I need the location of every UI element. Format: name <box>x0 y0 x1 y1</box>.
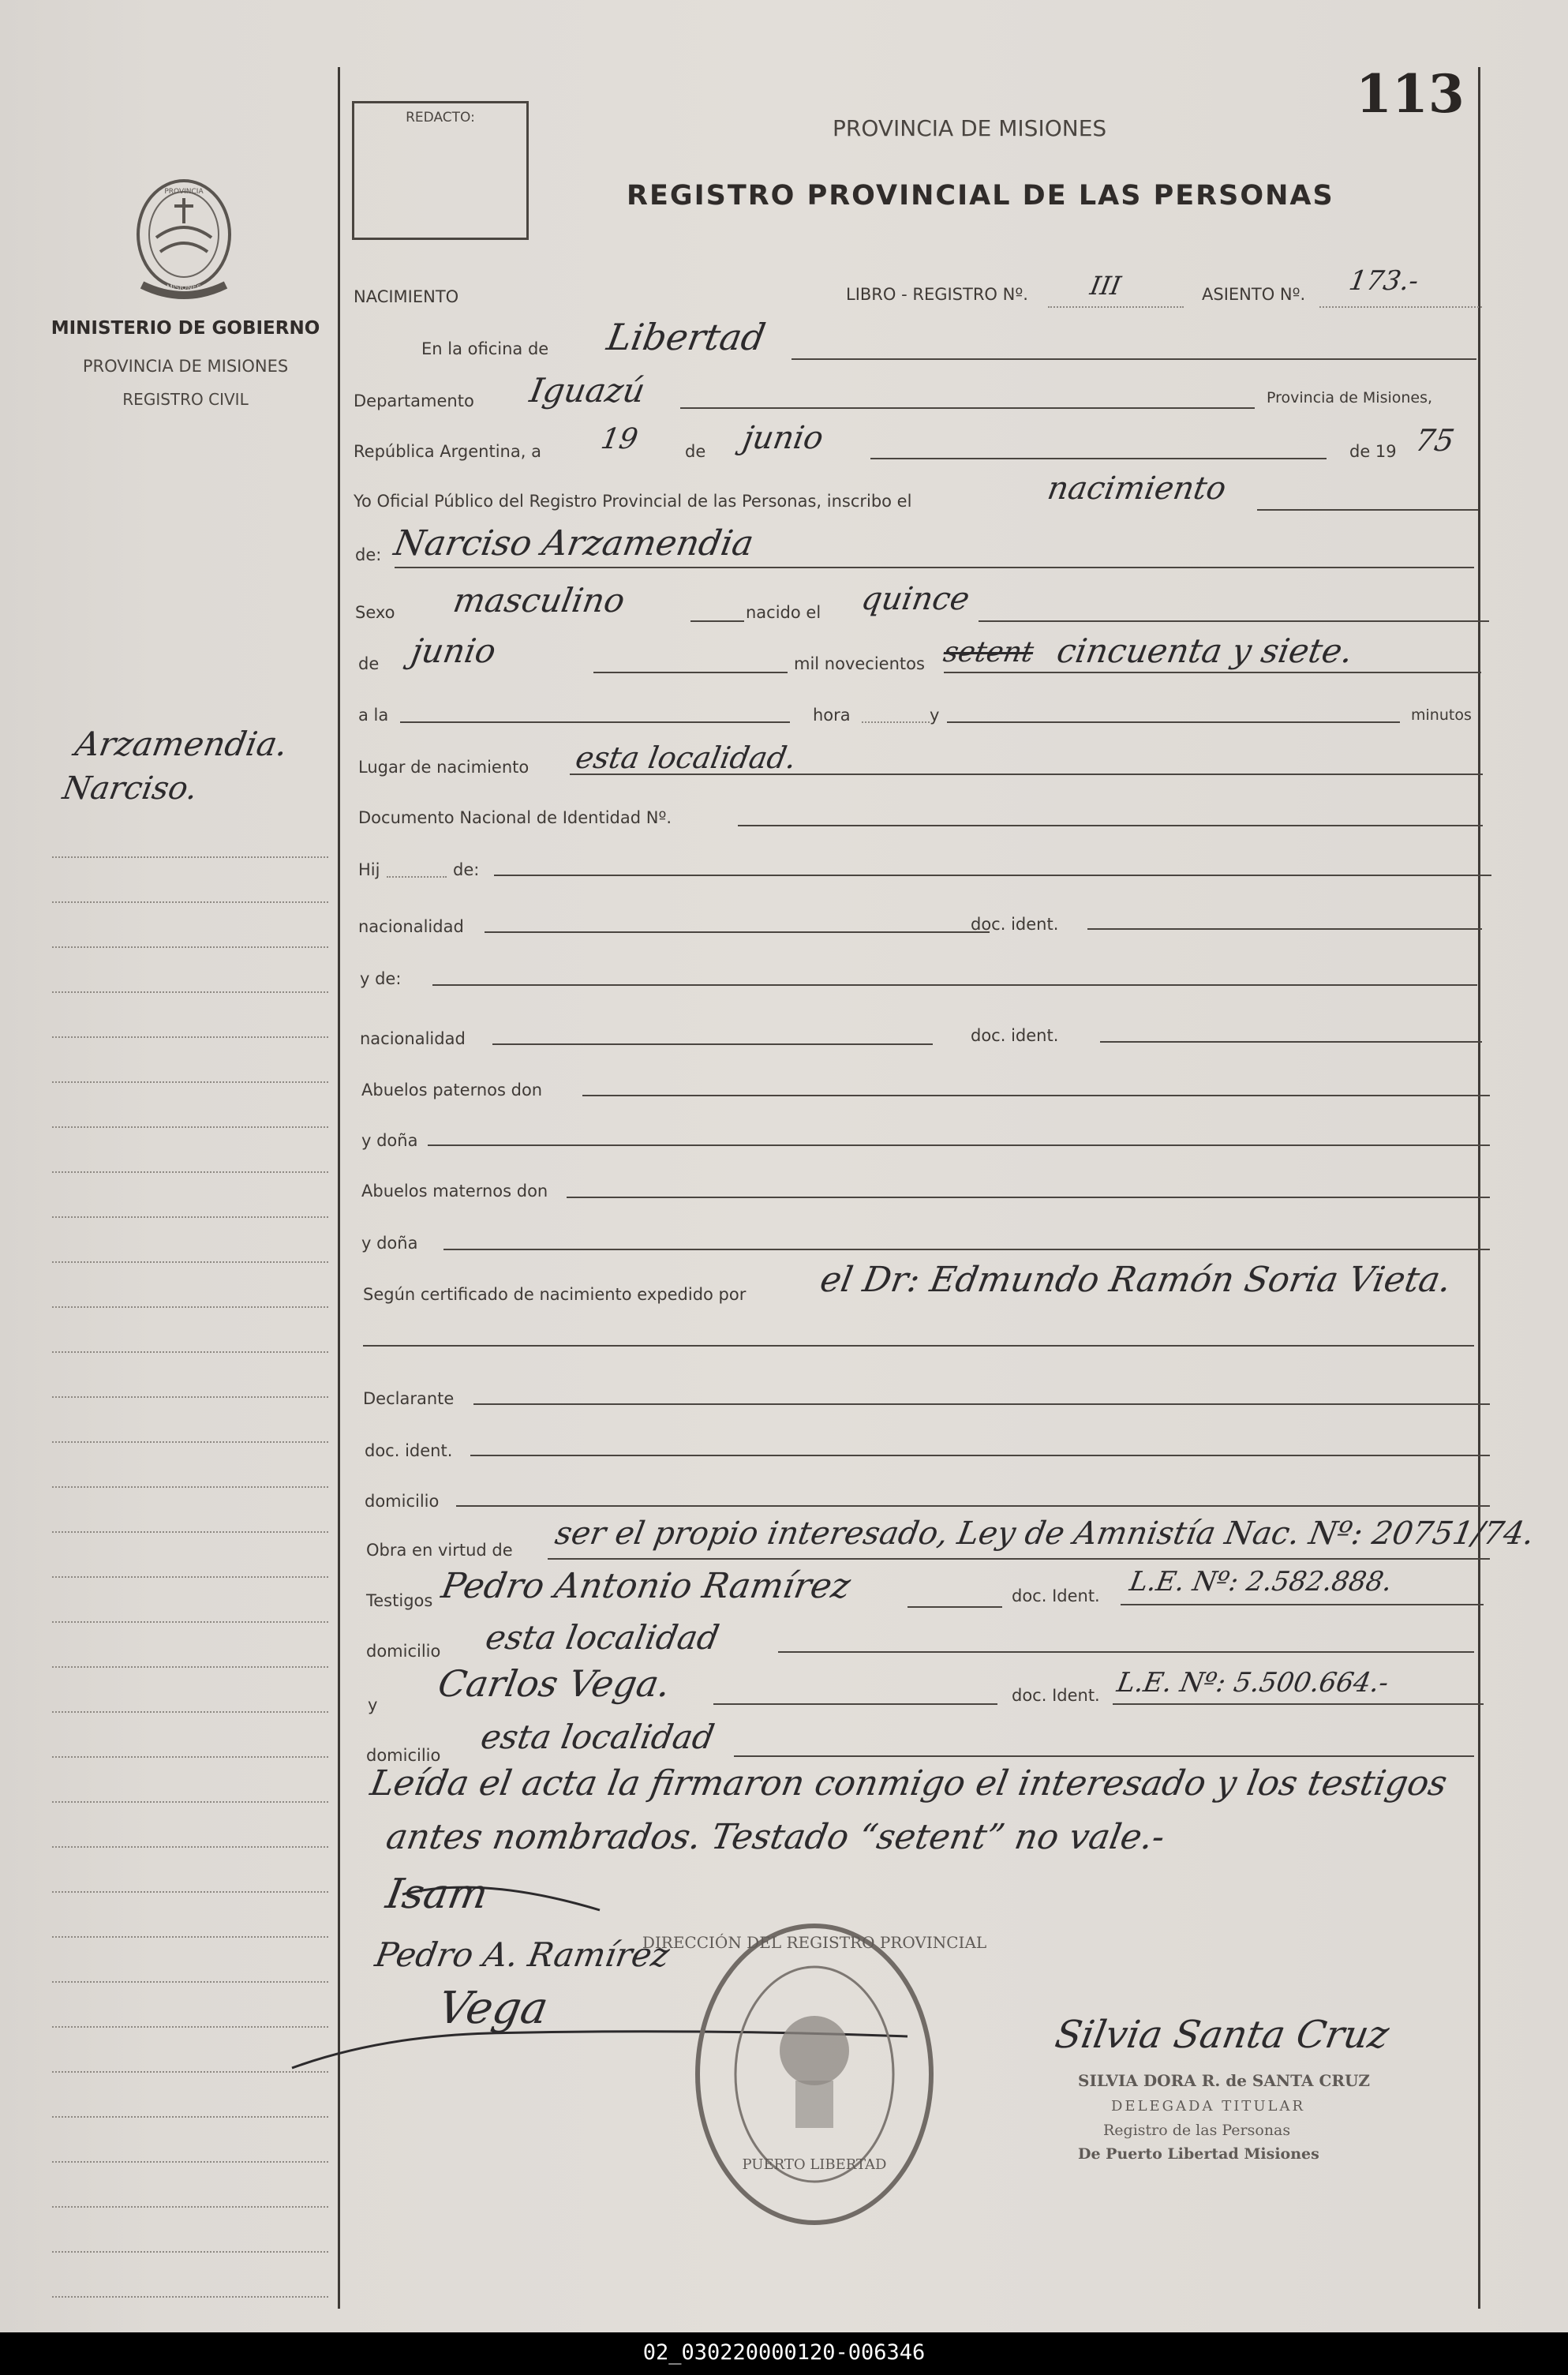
label-a-la: a la <box>358 706 389 725</box>
ministry-province: PROVINCIA DE MISIONES <box>82 357 289 376</box>
margin-rule <box>52 1576 328 1578</box>
margin-rule <box>52 1486 328 1488</box>
margin-rule <box>52 2206 328 2208</box>
oficina-line <box>791 358 1476 360</box>
margin-annotation-surname: Arzamendia. <box>72 725 291 763</box>
entry-asiento-number: 173.- <box>1346 265 1421 297</box>
certificado-line-2 <box>363 1345 1474 1347</box>
margin-rule <box>52 1846 328 1848</box>
documento-line <box>738 825 1483 826</box>
signature-testigo1: Pedro A. Ramírez <box>372 1935 673 1974</box>
seal-top-text: PROVINCIA <box>164 188 204 196</box>
nacionalidad-2-line <box>492 1043 933 1045</box>
header-registry: REGISTRO PROVINCIAL DE LAS PERSONAS <box>627 180 1334 212</box>
declarante-domicilio-line <box>456 1505 1490 1507</box>
abuelos-maternos-line <box>567 1197 1490 1198</box>
label-de-name: de: <box>355 545 382 564</box>
header-province: PROVINCIA DE MISIONES <box>833 115 1107 141</box>
entry-testigo1-doc: L.E. Nº: 2.582.888. <box>1127 1566 1395 1598</box>
y-de-line <box>432 984 1477 986</box>
entry-birth-year: cincuenta y siete. <box>1053 631 1357 670</box>
margin-rule <box>52 1306 328 1308</box>
margin-rule <box>52 2251 328 2253</box>
margin-rule <box>52 1801 328 1803</box>
entry-lugar: esta localidad. <box>573 740 799 775</box>
margin-rule <box>52 1396 328 1398</box>
entry-day: 19 <box>598 423 641 455</box>
abuelos-paternos-line <box>582 1095 1490 1096</box>
label-testigo1-domicilio: domicilio <box>366 1642 441 1661</box>
label-provincia-misiones: Provincia de Misiones, <box>1267 389 1433 406</box>
label-nacimiento: NACIMIENTO <box>354 287 459 306</box>
margin-rule <box>52 1036 328 1038</box>
signature-interesado: Isam <box>382 1871 492 1918</box>
margin-rule <box>52 1171 328 1173</box>
entry-sexo: masculino <box>450 581 628 620</box>
label-testigo2-domicilio: domicilio <box>366 1746 441 1765</box>
label-de-parent: de: <box>453 860 480 879</box>
label-declarante-domicilio: domicilio <box>365 1492 440 1511</box>
inscribo-line <box>1257 509 1478 511</box>
right-border-line <box>1478 67 1480 2309</box>
label-documento-nacional: Documento Nacional de Identidad Nº. <box>358 808 672 827</box>
margin-rule <box>52 1756 328 1758</box>
testigo1-name-line <box>907 1606 1002 1608</box>
label-yo-oficial: Yo Oficial Público del Registro Provincial de las Personas, inscribo el <box>354 492 912 511</box>
entry-testigo2-doc: L.E. Nº: 5.500.664.- <box>1114 1667 1391 1699</box>
label-abuelos-maternos: Abuelos maternos don <box>361 1182 548 1201</box>
testigo1-domicilio-line <box>778 1651 1474 1653</box>
redacto-box <box>352 101 529 240</box>
y-dona-2-line <box>443 1249 1490 1250</box>
nacionalidad-1-line <box>485 931 990 933</box>
birth-year-line <box>944 672 1481 673</box>
entry-closing-line2: antes nombrados. Testado “setent” no vale.- <box>383 1817 1168 1857</box>
margin-rule <box>52 2161 328 2163</box>
margin-annotation-name: Narciso. <box>59 770 200 807</box>
entry-obra-en-virtud: ser el propio interesado, Ley de Amnistía Nac. Nº: 20751/74. <box>552 1515 1537 1552</box>
ministry-registry: REGISTRO CIVIL <box>122 390 249 409</box>
label-doc-ident-2: doc. ident. <box>971 1026 1059 1045</box>
label-de-19: de 19 <box>1349 442 1397 461</box>
entry-departamento: Iguazú <box>526 371 649 410</box>
label-nacionalidad-1: nacionalidad <box>358 917 464 936</box>
margin-rule <box>52 1261 328 1263</box>
label-de-birth-month: de <box>358 654 380 673</box>
label-hora: hora <box>813 706 851 725</box>
label-y-de: y de: <box>360 969 402 988</box>
registry-round-seal-icon <box>642 1916 987 2232</box>
provincial-seal-icon <box>125 170 243 304</box>
entry-birth-month: junio <box>408 631 500 670</box>
entry-closing-line1: Leída el acta la firmaron conmigo el interesado y los testigos <box>367 1763 1450 1804</box>
nacido-line <box>979 620 1489 622</box>
label-minutos: minutos <box>1411 706 1472 724</box>
entry-nacido-el: quince <box>858 581 973 617</box>
label-sexo: Sexo <box>355 603 395 622</box>
lugar-line <box>570 774 1483 775</box>
testigo1-doc-line <box>1121 1604 1484 1605</box>
entry-testigo2-domicilio: esta localidad <box>477 1718 717 1756</box>
entry-testigo1-name: Pedro Antonio Ramírez <box>438 1566 854 1606</box>
label-y-testigo2: y <box>368 1695 378 1714</box>
seal-bottom-text: MISIONES <box>166 284 202 292</box>
official-stamp-registry: Registro de las Personas <box>1103 2122 1291 2139</box>
margin-rule <box>52 991 328 993</box>
ministry-title: MINISTERIO DE GOBIERNO <box>51 318 320 339</box>
label-nacido-el: nacido el <box>746 603 821 622</box>
label-doc-ident-1: doc. ident. <box>971 915 1059 934</box>
declarante-line <box>473 1403 1490 1405</box>
entry-struck-word: setent <box>941 636 1036 669</box>
entry-name: Narciso Arzamendia <box>391 523 757 564</box>
label-departamento: Departamento <box>354 391 474 410</box>
signature-official: Silvia Santa Cruz <box>1052 2013 1393 2057</box>
entry-year-suffix: 75 <box>1413 423 1458 458</box>
margin-rule <box>52 1621 328 1623</box>
entry-oficina: Libertad <box>604 316 769 358</box>
label-abuelos-paternos: Abuelos paternos don <box>361 1081 543 1099</box>
label-declarante-doc: doc. ident. <box>365 1441 453 1460</box>
redacto-label: REDACTO: <box>406 110 475 125</box>
hora-dots <box>862 721 930 723</box>
official-stamp-name: SILVIA DORA R. de SANTA CRUZ <box>1078 2071 1371 2090</box>
departamento-line <box>680 407 1255 409</box>
sexo-line <box>690 620 744 622</box>
scan-id-bar <box>0 2332 1568 2375</box>
margin-rule <box>52 2116 328 2118</box>
seal-inner-text: PUERTO LIBERTAD <box>742 2156 887 2173</box>
label-testigos: Testigos <box>366 1591 433 1610</box>
y-dona-1-line <box>428 1144 1490 1146</box>
testigo2-domicilio-line <box>734 1755 1474 1757</box>
declarante-doc-line <box>470 1455 1490 1456</box>
hij-dots <box>387 876 447 878</box>
label-testigo1-doc: doc. Ident. <box>1012 1586 1100 1605</box>
margin-rule <box>52 1666 328 1668</box>
entry-testigo1-domicilio: esta localidad <box>482 1618 722 1657</box>
entry-libro-number: III <box>1087 271 1124 301</box>
signature-testigo2: Vega <box>434 1983 552 2034</box>
seal-outer-text: DIRECCIÓN DEL REGISTRO PROVINCIAL <box>642 1933 987 1952</box>
margin-rule <box>52 1216 328 1218</box>
margin-rule <box>52 1711 328 1713</box>
doc-ident-1-line <box>1087 928 1482 930</box>
doc-ident-2-line <box>1100 1041 1482 1043</box>
parent-line <box>494 875 1491 876</box>
label-libro-registro: LIBRO - REGISTRO Nº. <box>846 285 1028 304</box>
entry-month: junio <box>739 420 826 456</box>
birth-month-line <box>593 672 788 673</box>
name-line <box>395 567 1474 568</box>
label-declarante: Declarante <box>363 1389 455 1408</box>
page-number: 113 <box>1356 63 1465 125</box>
margin-rule <box>52 946 328 948</box>
entry-testigo2-name: Carlos Vega. <box>435 1662 674 1705</box>
label-segun-certificado: Según certificado de nacimiento expedido por <box>363 1285 747 1304</box>
label-nacionalidad-2: nacionalidad <box>360 1029 466 1048</box>
label-testigo2-doc: doc. Ident. <box>1012 1686 1100 1705</box>
scan-id-label: 02_030220000120-006346 <box>642 2340 926 2365</box>
testigo2-name-line <box>713 1703 997 1705</box>
label-lugar-nacimiento: Lugar de nacimiento <box>358 758 530 777</box>
minutes-line <box>947 721 1400 723</box>
hour-line <box>400 721 790 723</box>
margin-rule <box>52 1081 328 1083</box>
label-de-month: de <box>685 442 706 461</box>
label-en-la-oficina: En la oficina de <box>421 339 549 358</box>
margin-rule <box>52 1126 328 1128</box>
margin-rule <box>52 1531 328 1533</box>
label-y-minutes: y <box>930 706 940 725</box>
entry-certificado-por: el Dr: Edmundo Ramón Soria Vieta. <box>817 1260 1454 1300</box>
label-y-dona-2: y doña <box>361 1234 418 1253</box>
margin-rule <box>52 901 328 903</box>
label-republica-argentina: República Argentina, a <box>354 442 541 461</box>
label-obra-en-virtud: Obra en virtud de <box>366 1541 513 1560</box>
label-mil-novecientos: mil novecientos <box>794 654 925 673</box>
label-hij: Hij <box>358 860 380 879</box>
testigo2-doc-line <box>1113 1703 1484 1705</box>
date-line <box>870 458 1327 459</box>
margin-rule <box>52 856 328 858</box>
margin-rule <box>52 1351 328 1353</box>
margin-rule <box>52 1441 328 1443</box>
libro-line <box>1048 306 1184 308</box>
label-y-dona-1: y doña <box>361 1131 418 1150</box>
margin-rule <box>52 2296 328 2298</box>
entry-inscribo: nacimiento <box>1044 470 1229 507</box>
official-stamp-role: DELEGADA TITULAR <box>1111 2098 1305 2115</box>
obra-line <box>548 1558 1490 1560</box>
label-asiento: ASIENTO Nº. <box>1202 285 1306 304</box>
asiento-line <box>1319 306 1482 308</box>
official-stamp-location: De Puerto Libertad Misiones <box>1078 2145 1319 2163</box>
